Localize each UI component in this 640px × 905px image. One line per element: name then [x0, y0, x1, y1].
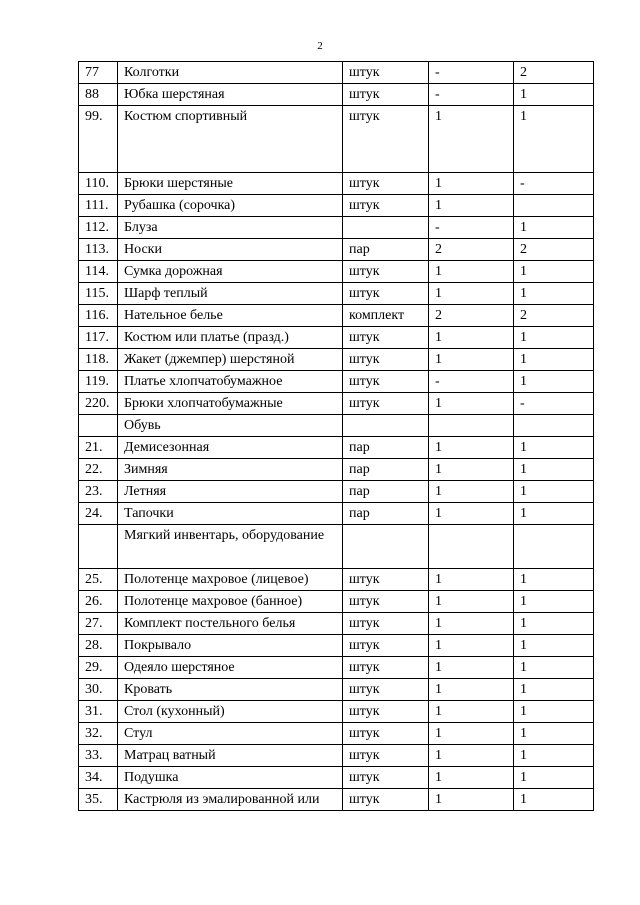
- quantity-a-cell: 1: [429, 745, 514, 767]
- quantity-b-cell: 1: [514, 679, 594, 701]
- quantity-a-cell: -: [429, 62, 514, 84]
- quantity-a-cell: 1: [429, 349, 514, 371]
- row-number-cell: 32.: [79, 723, 118, 745]
- quantity-b-cell: [514, 415, 594, 437]
- row-number-cell: 25.: [79, 569, 118, 591]
- unit-cell: штук: [343, 283, 429, 305]
- quantity-b-cell: [514, 195, 594, 217]
- item-name-cell: Жакет (джемпер) шерстяной: [118, 349, 343, 371]
- unit-cell: штук: [343, 723, 429, 745]
- quantity-b-cell: 1: [514, 701, 594, 723]
- item-name-cell: Кровать: [118, 679, 343, 701]
- table-row: [79, 481, 594, 503]
- item-name-cell: Летняя: [118, 481, 343, 503]
- row-number-cell: 22.: [79, 459, 118, 481]
- page-number: 2: [317, 40, 323, 52]
- quantity-a-cell: 1: [429, 789, 514, 811]
- table-row: [79, 679, 594, 701]
- table-row: [79, 173, 594, 195]
- unit-cell: штук: [343, 701, 429, 723]
- quantity-b-cell: 1: [514, 569, 594, 591]
- quantity-a-cell: 1: [429, 503, 514, 525]
- quantity-b-cell: 1: [514, 591, 594, 613]
- unit-cell: пар: [343, 437, 429, 459]
- row-number-cell: 117.: [79, 327, 118, 349]
- row-number-cell: 114.: [79, 261, 118, 283]
- item-name-cell: Носки: [118, 239, 343, 261]
- quantity-b-cell: 1: [514, 503, 594, 525]
- item-name-cell: Платье хлопчатобумажное: [118, 371, 343, 393]
- unit-cell: пар: [343, 459, 429, 481]
- table-row: [79, 503, 594, 525]
- quantity-a-cell: 2: [429, 239, 514, 261]
- table-row: [79, 657, 594, 679]
- item-name-cell: Покрывало: [118, 635, 343, 657]
- unit-cell: штук: [343, 106, 429, 173]
- quantity-a-cell: 2: [429, 305, 514, 327]
- row-number-cell: 33.: [79, 745, 118, 767]
- quantity-a-cell: 1: [429, 327, 514, 349]
- item-name-cell: Подушка: [118, 767, 343, 789]
- quantity-b-cell: 1: [514, 437, 594, 459]
- quantity-b-cell: 1: [514, 745, 594, 767]
- quantity-a-cell: 1: [429, 767, 514, 789]
- quantity-a-cell: -: [429, 217, 514, 239]
- item-name-cell: Рубашка (сорочка): [118, 195, 343, 217]
- unit-cell: штук: [343, 635, 429, 657]
- row-number-cell: 99.: [79, 106, 118, 173]
- item-name-cell: Нательное белье: [118, 305, 343, 327]
- table-row: [79, 239, 594, 261]
- quantity-b-cell: 1: [514, 459, 594, 481]
- item-name-cell: Костюм спортивный: [118, 106, 343, 173]
- quantity-a-cell: 1: [429, 657, 514, 679]
- row-number-cell: 88: [79, 84, 118, 106]
- quantity-b-cell: 1: [514, 657, 594, 679]
- unit-cell: штук: [343, 261, 429, 283]
- table-row: [79, 789, 594, 811]
- row-number-cell: 28.: [79, 635, 118, 657]
- item-name-cell: Колготки: [118, 62, 343, 84]
- quantity-a-cell: 1: [429, 283, 514, 305]
- quantity-b-cell: 1: [514, 481, 594, 503]
- quantity-b-cell: -: [514, 173, 594, 195]
- quantity-b-cell: -: [514, 393, 594, 415]
- unit-cell: штук: [343, 349, 429, 371]
- table-row: [79, 723, 594, 745]
- quantity-b-cell: 2: [514, 305, 594, 327]
- unit-cell: штук: [343, 173, 429, 195]
- item-name-cell: Юбка шерстяная: [118, 84, 343, 106]
- quantity-b-cell: 2: [514, 239, 594, 261]
- quantity-a-cell: 1: [429, 591, 514, 613]
- table-row: [79, 305, 594, 327]
- item-name-cell: Стол (кухонный): [118, 701, 343, 723]
- item-name-cell: Полотенце махровое (лицевое): [118, 569, 343, 591]
- row-number-cell: 31.: [79, 701, 118, 723]
- quantity-b-cell: 1: [514, 349, 594, 371]
- item-name-cell: Костюм или платье (празд.): [118, 327, 343, 349]
- item-name-cell: Кастрюля из эмалированной или: [118, 789, 343, 811]
- row-number-cell: 30.: [79, 679, 118, 701]
- unit-cell: штук: [343, 84, 429, 106]
- unit-cell: штук: [343, 591, 429, 613]
- quantity-a-cell: 1: [429, 437, 514, 459]
- table-row: [79, 591, 594, 613]
- unit-cell: штук: [343, 613, 429, 635]
- items-table: [78, 61, 594, 811]
- table-row: [79, 371, 594, 393]
- quantity-b-cell: 2: [514, 62, 594, 84]
- item-name-cell: Брюки хлопчатобумажные: [118, 393, 343, 415]
- item-name-cell: Мягкий инвентарь, оборудование: [118, 525, 343, 569]
- item-name-cell: Обувь: [118, 415, 343, 437]
- table-row: [79, 701, 594, 723]
- quantity-b-cell: 1: [514, 723, 594, 745]
- item-name-cell: Полотенце махровое (банное): [118, 591, 343, 613]
- quantity-a-cell: 1: [429, 569, 514, 591]
- unit-cell: штук: [343, 62, 429, 84]
- quantity-b-cell: 1: [514, 613, 594, 635]
- table-row: [79, 613, 594, 635]
- row-number-cell: 113.: [79, 239, 118, 261]
- row-number-cell: 112.: [79, 217, 118, 239]
- table-row: [79, 437, 594, 459]
- quantity-b-cell: 1: [514, 261, 594, 283]
- row-number-cell: 27.: [79, 613, 118, 635]
- table-row: [79, 217, 594, 239]
- quantity-a-cell: [429, 525, 514, 569]
- row-number-cell: 35.: [79, 789, 118, 811]
- row-number-cell: 21.: [79, 437, 118, 459]
- quantity-a-cell: 1: [429, 106, 514, 173]
- item-name-cell: Зимняя: [118, 459, 343, 481]
- table-row: [79, 569, 594, 591]
- quantity-b-cell: 1: [514, 217, 594, 239]
- unit-cell: штук: [343, 569, 429, 591]
- quantity-b-cell: 1: [514, 283, 594, 305]
- unit-cell: штук: [343, 679, 429, 701]
- unit-cell: [343, 217, 429, 239]
- table-row: [79, 745, 594, 767]
- quantity-a-cell: 1: [429, 679, 514, 701]
- quantity-a-cell: 1: [429, 173, 514, 195]
- item-name-cell: Тапочки: [118, 503, 343, 525]
- quantity-a-cell: 1: [429, 723, 514, 745]
- quantity-b-cell: 1: [514, 767, 594, 789]
- table-row: [79, 84, 594, 106]
- quantity-b-cell: 1: [514, 106, 594, 173]
- quantity-a-cell: 1: [429, 459, 514, 481]
- item-name-cell: Одеяло шерстяное: [118, 657, 343, 679]
- row-number-cell: 111.: [79, 195, 118, 217]
- unit-cell: [343, 525, 429, 569]
- unit-cell: штук: [343, 767, 429, 789]
- item-name-cell: Шарф теплый: [118, 283, 343, 305]
- item-name-cell: Сумка дорожная: [118, 261, 343, 283]
- items-table-body: [79, 62, 594, 811]
- row-number-cell: 29.: [79, 657, 118, 679]
- table-row: [79, 62, 594, 84]
- item-name-cell: Брюки шерстяные: [118, 173, 343, 195]
- quantity-b-cell: 1: [514, 635, 594, 657]
- unit-cell: пар: [343, 481, 429, 503]
- unit-cell: пар: [343, 503, 429, 525]
- unit-cell: штук: [343, 745, 429, 767]
- table-row: [79, 283, 594, 305]
- quantity-b-cell: 1: [514, 327, 594, 349]
- quantity-a-cell: -: [429, 84, 514, 106]
- unit-cell: штук: [343, 657, 429, 679]
- row-number-cell: 110.: [79, 173, 118, 195]
- row-number-cell: 24.: [79, 503, 118, 525]
- quantity-a-cell: 1: [429, 701, 514, 723]
- row-number-cell: 116.: [79, 305, 118, 327]
- quantity-a-cell: [429, 415, 514, 437]
- row-number-cell: 26.: [79, 591, 118, 613]
- unit-cell: пар: [343, 239, 429, 261]
- quantity-b-cell: 1: [514, 789, 594, 811]
- quantity-a-cell: 1: [429, 613, 514, 635]
- unit-cell: комплект: [343, 305, 429, 327]
- item-name-cell: Матрац ватный: [118, 745, 343, 767]
- table-row: [79, 195, 594, 217]
- item-name-cell: Блуза: [118, 217, 343, 239]
- unit-cell: штук: [343, 327, 429, 349]
- row-number-cell: [79, 415, 118, 437]
- quantity-b-cell: 1: [514, 371, 594, 393]
- quantity-a-cell: 1: [429, 393, 514, 415]
- table-row: [79, 525, 594, 569]
- row-number-cell: 23.: [79, 481, 118, 503]
- unit-cell: штук: [343, 393, 429, 415]
- unit-cell: [343, 415, 429, 437]
- table-row: [79, 349, 594, 371]
- table-row: [79, 393, 594, 415]
- row-number-cell: 118.: [79, 349, 118, 371]
- unit-cell: штук: [343, 195, 429, 217]
- table-row: [79, 261, 594, 283]
- item-name-cell: Комплект постельного белья: [118, 613, 343, 635]
- quantity-b-cell: [514, 525, 594, 569]
- row-number-cell: 119.: [79, 371, 118, 393]
- row-number-cell: 77: [79, 62, 118, 84]
- row-number-cell: 220.: [79, 393, 118, 415]
- table-row: [79, 415, 594, 437]
- row-number-cell: 34.: [79, 767, 118, 789]
- quantity-b-cell: 1: [514, 84, 594, 106]
- table-row: [79, 106, 594, 173]
- unit-cell: штук: [343, 371, 429, 393]
- item-name-cell: Демисезонная: [118, 437, 343, 459]
- quantity-a-cell: 1: [429, 481, 514, 503]
- quantity-a-cell: 1: [429, 635, 514, 657]
- table-row: [79, 327, 594, 349]
- table-row: [79, 767, 594, 789]
- quantity-a-cell: 1: [429, 195, 514, 217]
- row-number-cell: 115.: [79, 283, 118, 305]
- row-number-cell: [79, 525, 118, 569]
- table-row: [79, 635, 594, 657]
- quantity-a-cell: 1: [429, 261, 514, 283]
- item-name-cell: Стул: [118, 723, 343, 745]
- table-row: [79, 459, 594, 481]
- quantity-a-cell: -: [429, 371, 514, 393]
- unit-cell: штук: [343, 789, 429, 811]
